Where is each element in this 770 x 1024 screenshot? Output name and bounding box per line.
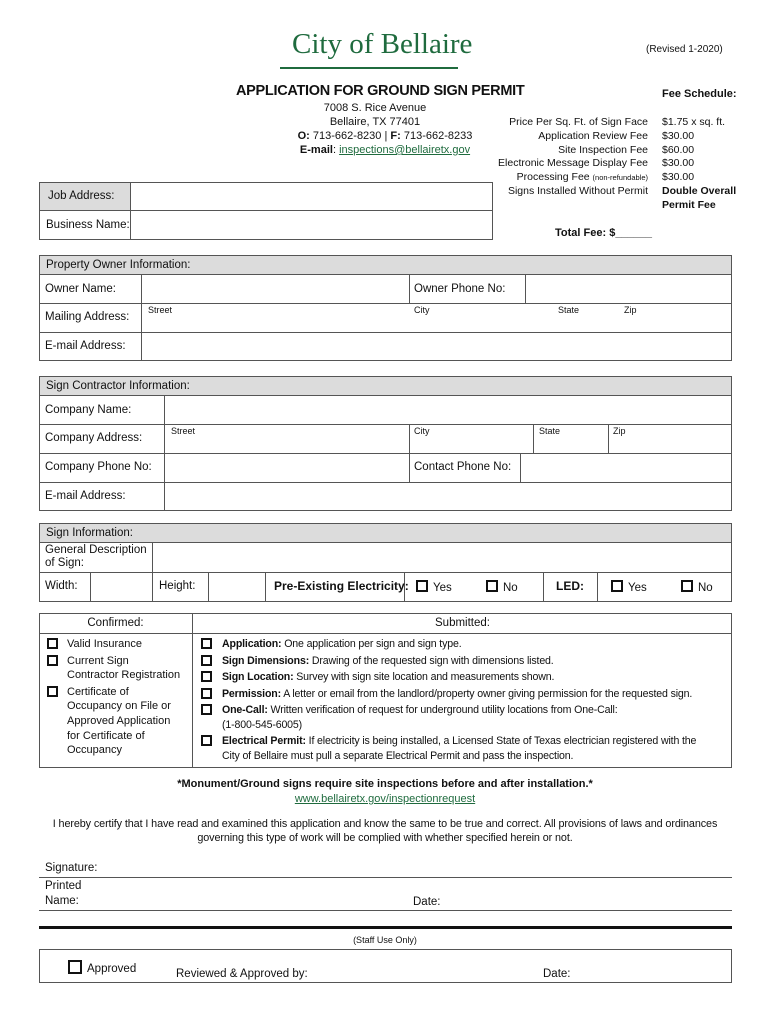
checkbox-icon[interactable] bbox=[47, 686, 58, 697]
fee-value: $30.00 bbox=[662, 157, 695, 170]
fee-value: Permit Fee bbox=[662, 198, 716, 211]
inspection-url-row bbox=[0, 793, 770, 805]
sign-section-header bbox=[39, 523, 732, 543]
fee-value: $60.00 bbox=[662, 143, 695, 156]
city-address-block bbox=[290, 101, 460, 129]
checkbox-icon[interactable] bbox=[416, 580, 428, 592]
signature-date-label: Date: bbox=[413, 896, 441, 908]
confirmed-item-line: Valid Insurance bbox=[67, 638, 143, 650]
submitted-item-text: Survey with sign site location and measurements shown. bbox=[293, 671, 555, 683]
company-address-input[interactable] bbox=[165, 425, 731, 452]
submitted-item-bold: Sign Dimensions: bbox=[222, 654, 310, 667]
owner-section-header bbox=[39, 255, 732, 275]
fee-values bbox=[662, 116, 767, 213]
phone-line bbox=[270, 130, 500, 142]
confirmed-item-line: Certificate of bbox=[67, 685, 129, 698]
logo-underline bbox=[280, 67, 458, 69]
submitted-item-text: A letter or email from the landlord/property owner giving permission for the requested sign. bbox=[281, 687, 693, 700]
staff-box bbox=[39, 949, 732, 983]
submitted-item[interactable] bbox=[199, 670, 730, 685]
electricity-no-label: No bbox=[503, 582, 518, 594]
electricity-label: Pre-Existing Electricity: bbox=[274, 579, 409, 593]
submitted-item-bold: Sign Location: bbox=[222, 671, 294, 683]
certification-line-1: I hereby certify that I have read and examined this application and know the same to be true and correct. All provisions of laws and ordinances bbox=[52, 818, 718, 830]
led-yes-label: Yes bbox=[628, 582, 647, 594]
confirmed-title: Confirmed: bbox=[87, 617, 144, 629]
sign-description-label-1: General Description bbox=[45, 544, 147, 556]
printed-name-line[interactable] bbox=[39, 910, 732, 911]
staff-use-title: (Staff Use Only) bbox=[353, 935, 417, 945]
fee-label bbox=[490, 171, 648, 185]
checkbox-icon[interactable] bbox=[201, 655, 212, 666]
business-name-input[interactable] bbox=[130, 210, 493, 240]
submitted-item-bold: Electrical Permit: bbox=[222, 735, 306, 747]
checkbox-icon[interactable] bbox=[47, 638, 58, 649]
checkbox-icon[interactable] bbox=[681, 580, 693, 592]
company-phone-input[interactable] bbox=[165, 454, 408, 481]
sign-description-input[interactable] bbox=[153, 543, 731, 571]
certification-text bbox=[20, 817, 750, 845]
fee-value: Double Overall bbox=[662, 184, 737, 197]
mailing-address-input[interactable] bbox=[142, 304, 731, 331]
submitted-item[interactable] bbox=[199, 637, 730, 652]
job-address-label-cell bbox=[39, 182, 131, 211]
email-label: E-mail bbox=[299, 144, 333, 156]
owner-phone-input[interactable] bbox=[526, 275, 731, 302]
fee-value: $30.00 bbox=[662, 171, 695, 184]
owner-street-hint: Street bbox=[148, 305, 173, 315]
contact-phone-label: Contact Phone No: bbox=[414, 461, 512, 473]
submitted-item-text-2: (1-800-545-6005) bbox=[222, 718, 303, 731]
fee-label-note: (non-refundable) bbox=[592, 173, 648, 183]
submitted-item-text: If electricity is being installed, a Licensed State of Texas electrician registered with the bbox=[305, 735, 697, 747]
contractor-state-hint: State bbox=[539, 426, 561, 436]
confirmed-item-line: Occupancy on File or bbox=[67, 700, 171, 713]
led-no-label: No bbox=[698, 582, 713, 594]
width-label: Width: bbox=[45, 580, 78, 592]
submitted-item[interactable] bbox=[199, 734, 730, 763]
electricity-yes-option[interactable] bbox=[416, 580, 452, 594]
fee-label-text: Processing Fee bbox=[516, 171, 590, 184]
checkbox-icon[interactable] bbox=[611, 580, 623, 592]
submitted-title: Submitted: bbox=[435, 617, 490, 629]
height-label: Height: bbox=[159, 580, 196, 592]
business-name-label: Business Name: bbox=[46, 219, 130, 231]
signature-line[interactable] bbox=[39, 877, 732, 878]
led-yes-option[interactable] bbox=[611, 580, 647, 594]
revised-note: (Revised 1-2020) bbox=[646, 44, 723, 55]
submitted-item-text: Written verification of request for underground utility locations from One-Call: bbox=[267, 704, 618, 716]
submitted-item[interactable] bbox=[199, 703, 730, 732]
reviewed-by-label: Reviewed & Approved by: bbox=[176, 968, 308, 980]
confirmed-item[interactable] bbox=[45, 637, 190, 652]
inspection-request-link[interactable]: www.bellairetx.gov/inspectionrequest bbox=[294, 793, 476, 805]
electricity-no-option[interactable] bbox=[486, 580, 518, 594]
total-fee-label: Total Fee: $ bbox=[555, 227, 616, 239]
job-address-input[interactable] bbox=[130, 182, 493, 211]
email-line: E-mail: inspections@bellairetx.gov bbox=[299, 144, 471, 156]
sign-description-label bbox=[45, 544, 147, 570]
fee-value: $1.75 x sq. ft. bbox=[662, 116, 726, 128]
owner-section-title: Property Owner Information: bbox=[46, 259, 191, 271]
city-logo-text: City of Bellaire bbox=[292, 28, 473, 60]
checkbox-icon[interactable] bbox=[201, 688, 212, 699]
approved-option[interactable] bbox=[68, 960, 136, 975]
fee-schedule-title: Fee Schedule: bbox=[662, 88, 737, 100]
confirmed-item[interactable] bbox=[45, 654, 190, 683]
submitted-list bbox=[199, 637, 730, 763]
office-phone-label: O: bbox=[297, 130, 310, 142]
owner-name-input[interactable] bbox=[142, 275, 408, 302]
printed-label: Printed bbox=[45, 880, 82, 892]
contact-phone-input[interactable] bbox=[521, 454, 731, 481]
address-line-1: 7008 S. Rice Avenue bbox=[323, 102, 427, 114]
height-input[interactable] bbox=[209, 573, 264, 601]
sign-description-label-2: of Sign: bbox=[45, 557, 84, 569]
certification-line-2: governing this type of work will be complied with whether specified herein or not. bbox=[197, 832, 573, 844]
contractor-street-hint: Street bbox=[171, 426, 196, 436]
fee-label: Electronic Message Display Fee bbox=[498, 157, 648, 170]
confirmed-list bbox=[45, 637, 190, 758]
electricity-yes-label: Yes bbox=[433, 582, 452, 594]
business-name-label-cell bbox=[39, 210, 131, 240]
company-name-input[interactable] bbox=[165, 396, 731, 423]
staff-divider bbox=[39, 926, 732, 929]
fee-value: $30.00 bbox=[662, 129, 695, 142]
led-label: LED: bbox=[556, 579, 584, 593]
submitted-item[interactable] bbox=[199, 687, 730, 702]
job-address-label: Job Address: bbox=[48, 190, 115, 202]
checkbox-icon[interactable] bbox=[486, 580, 498, 592]
contractor-email-label: E-mail Address: bbox=[45, 490, 126, 502]
submitted-item-bold: Application: bbox=[222, 638, 282, 650]
total-fee bbox=[555, 227, 652, 239]
confirmed-item-line: Current Sign bbox=[67, 654, 129, 667]
contractor-section-header bbox=[39, 376, 732, 396]
approved-label: Approved bbox=[87, 963, 137, 975]
submitted-item-text-2: City of Bellaire must pull a separate Electrical Permit and pass the inspection. bbox=[222, 749, 574, 762]
owner-email-label: E-mail Address: bbox=[45, 340, 126, 352]
form-title: APPLICATION FOR GROUND SIGN PERMIT bbox=[236, 83, 525, 99]
email-link[interactable]: inspections@bellairetx.gov bbox=[339, 144, 471, 156]
confirmed-item-line: Occupancy bbox=[67, 744, 123, 757]
office-phone: 713-662-8230 bbox=[312, 130, 382, 142]
confirmed-item-line: Approved Application bbox=[67, 714, 171, 727]
owner-state-hint: State bbox=[558, 305, 580, 315]
confirmed-item[interactable] bbox=[45, 685, 190, 758]
fax-phone-label: F: bbox=[390, 130, 401, 142]
owner-city-hint: City bbox=[414, 305, 430, 315]
address-line-2: Bellaire, TX 77401 bbox=[329, 116, 421, 128]
width-input[interactable] bbox=[91, 573, 151, 601]
fax-phone: 713-662-8233 bbox=[403, 130, 473, 142]
signature-label: Signature: bbox=[45, 862, 98, 874]
submitted-item-bold: One-Call: bbox=[222, 704, 268, 716]
contractor-city-hint: City bbox=[414, 426, 430, 436]
owner-phone-label: Owner Phone No: bbox=[414, 283, 506, 295]
checkbox-icon[interactable] bbox=[201, 735, 212, 746]
confirmed-item-line: Contractor Registration bbox=[67, 669, 181, 682]
total-fee-blank[interactable]: ______ bbox=[615, 227, 653, 239]
inspection-notice: *Monument/Ground signs require site inspections before and after installation.* bbox=[177, 778, 593, 790]
phone-separator: | bbox=[384, 130, 388, 142]
confirmed-item-line: for Certificate of bbox=[67, 729, 145, 742]
contractor-section-title: Sign Contractor Information: bbox=[46, 380, 190, 392]
submitted-item-text: One application per sign and sign type. bbox=[281, 638, 462, 650]
company-name-label: Company Name: bbox=[45, 404, 132, 416]
fee-label: Signs Installed Without Permit bbox=[507, 184, 648, 197]
sign-section-title: Sign Information: bbox=[46, 527, 133, 539]
checkbox-icon[interactable] bbox=[201, 638, 212, 649]
checkbox-icon[interactable] bbox=[47, 655, 58, 666]
fee-label: Application Review Fee bbox=[538, 129, 648, 142]
fee-labels bbox=[490, 116, 648, 199]
fee-label: Site Inspection Fee bbox=[558, 143, 648, 156]
name-label: Name: bbox=[45, 895, 79, 907]
submitted-item-bold: Permission: bbox=[222, 687, 281, 700]
mailing-address-label: Mailing Address: bbox=[45, 311, 130, 323]
checkbox-icon[interactable] bbox=[68, 960, 82, 974]
owner-name-label: Owner Name: bbox=[45, 283, 116, 295]
submitted-item[interactable] bbox=[199, 654, 730, 669]
checkbox-icon[interactable] bbox=[201, 671, 212, 682]
fee-label: Price Per Sq. Ft. of Sign Face bbox=[509, 116, 648, 128]
contractor-email-input[interactable] bbox=[165, 483, 731, 510]
staff-date-label: Date: bbox=[543, 968, 571, 980]
contractor-zip-hint: Zip bbox=[613, 426, 626, 436]
company-phone-label: Company Phone No: bbox=[45, 461, 152, 473]
company-address-label: Company Address: bbox=[45, 432, 143, 444]
submitted-item-text: Drawing of the requested sign with dimensions listed. bbox=[309, 654, 554, 667]
owner-zip-hint: Zip bbox=[624, 305, 637, 315]
owner-email-input[interactable] bbox=[142, 333, 731, 360]
led-no-option[interactable] bbox=[681, 580, 713, 594]
checkbox-icon[interactable] bbox=[201, 704, 212, 715]
